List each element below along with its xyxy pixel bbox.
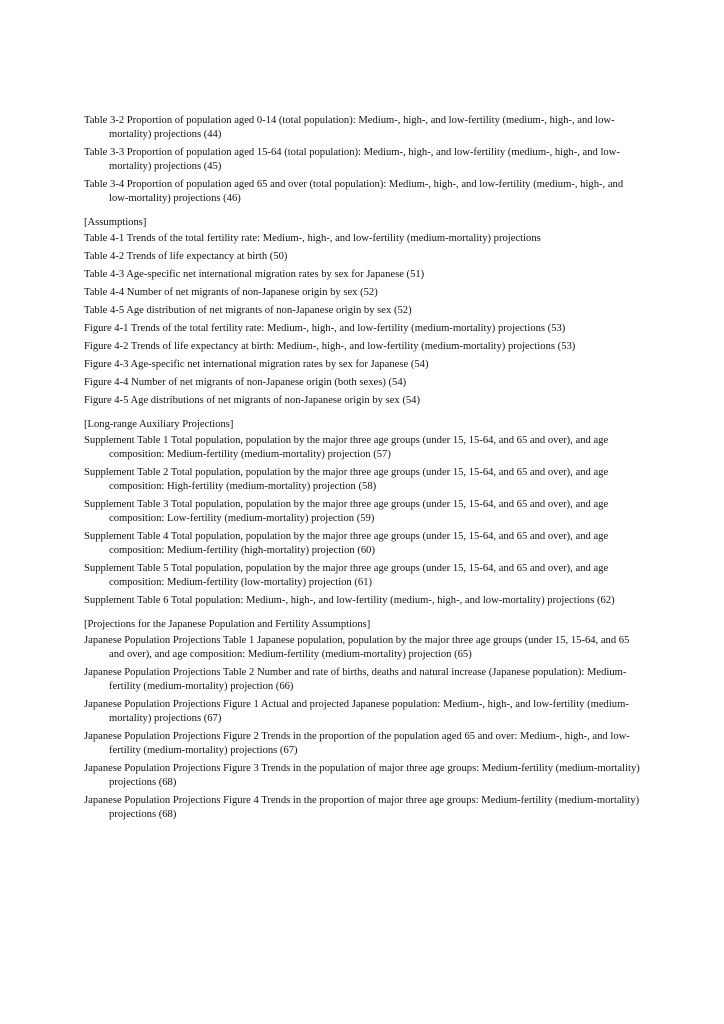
toc-entry: Table 4-1 Trends of the total fertility rate: Medium-, high-, and low-fertility (medium-mortality) projections [84, 233, 541, 244]
toc-entry: Supplement Table 5 Total population, population by the major three age groups (under 15, 15-64, and 65 and over), and age composition: Medium-fertility (low-mortality) projection (61) [84, 563, 609, 588]
table-of-contents [84, 114, 640, 826]
toc-entry: Figure 4-4 Number of net migrants of non-Japanese origin (both sexes) (54) [84, 377, 407, 388]
toc-entry: Table 3-3 Proportion of population aged 15-64 (total population): Medium-, high-, and low-fertility (medium-, high-, and low-mortality) projections (45) [84, 147, 620, 172]
toc-entry: Figure 4-2 Trends of life expectancy at birth: Medium-, high-, and low-fertility (medium-mortality) projections (53) [84, 341, 576, 352]
toc-entry: Japanese Population Projections Table 2 Number and rate of births, deaths and natural increase (Japanese population): Medium-fertility (medium-mortality) projection (66) [84, 667, 627, 692]
toc-entry: Japanese Population Projections Figure 4 Trends in the proportion of major three age groups: Medium-fertility (medium-mortality) projections (68) [84, 795, 640, 820]
toc-entry: Figure 4-3 Age-specific net international migration rates by sex for Japanese (54) [84, 359, 429, 370]
toc-entry: Japanese Population Projections Figure 2 Trends in the proportion of the population aged 65 and over: Medium-, high-, and low-fertility (medium-mortality) projections (67) [84, 731, 630, 756]
toc-entry: Supplement Table 6 Total population: Medium-, high-, and low-fertility (medium-, high-, and low-mortality) projections (62) [84, 595, 615, 606]
toc-entry: Supplement Table 1 Total population, population by the major three age groups (under 15, 15-64, and 65 and over), and age composition: Medium-fertility (medium-mortality) projection (57) [84, 435, 609, 460]
section-heading: [Long-range Auxiliary Projections] [84, 419, 234, 430]
toc-entry: Table 4-4 Number of net migrants of non-Japanese origin by sex (52) [84, 287, 378, 298]
toc-section [84, 114, 640, 206]
toc-entry: Table 4-5 Age distribution of net migrants of non-Japanese origin by sex (52) [84, 305, 412, 316]
toc-entry: Supplement Table 2 Total population, population by the major three age groups (under 15, 15-64, and 65 and over), and age composition: High-fertility (medium-mortality) projection (58) [84, 467, 609, 492]
toc-section [84, 418, 640, 608]
toc-entry: Supplement Table 4 Total population, population by the major three age groups (under 15, 15-64, and 65 and over), and age composition: Medium-fertility (high-mortality) projection (60) [84, 531, 609, 556]
toc-entry: Supplement Table 3 Total population, population by the major three age groups (under 15, 15-64, and 65 and over), and age composition: Low-fertility (medium-mortality) projection (59) [84, 499, 609, 524]
toc-entry: Table 4-2 Trends of life expectancy at birth (50) [84, 251, 288, 262]
toc-entry: Table 4-3 Age-specific net international migration rates by sex for Japanese (51) [84, 269, 425, 280]
section-heading: [Projections for the Japanese Population and Fertility Assumptions] [84, 619, 371, 630]
toc-section [84, 618, 640, 822]
toc-entry: Japanese Population Projections Figure 1 Actual and projected Japanese population: Medium-, high-, and low-fertility (medium-mortality) projections (67) [84, 699, 629, 724]
section-heading: [Assumptions] [84, 217, 147, 228]
toc-entry: Japanese Population Projections Figure 3 Trends in the population of major three age groups: Medium-fertility (medium-mortality) projections (68) [84, 763, 640, 788]
toc-entry: Table 3-2 Proportion of population aged 0-14 (total population): Medium-, high-, and low-fertility (medium-, high-, and low-mortality) projections (44) [84, 115, 615, 140]
toc-entry: Figure 4-1 Trends of the total fertility rate: Medium-, high-, and low-fertility (medium-mortality) projections (53) [84, 323, 566, 334]
toc-entry: Figure 4-5 Age distributions of net migrants of non-Japanese origin by sex (54) [84, 395, 420, 406]
toc-entry: Japanese Population Projections Table 1 Japanese population, population by the major three age groups (under 15, 15-64, and 65 and over), and age composition: Medium-fertility (medium-mortality) projection (65) [84, 635, 630, 660]
toc-section [84, 216, 640, 408]
toc-entry: Table 3-4 Proportion of population aged 65 and over (total population): Medium-, high-, and low-fertility (medium-, high-, and low-mortality) projections (46) [84, 179, 624, 204]
